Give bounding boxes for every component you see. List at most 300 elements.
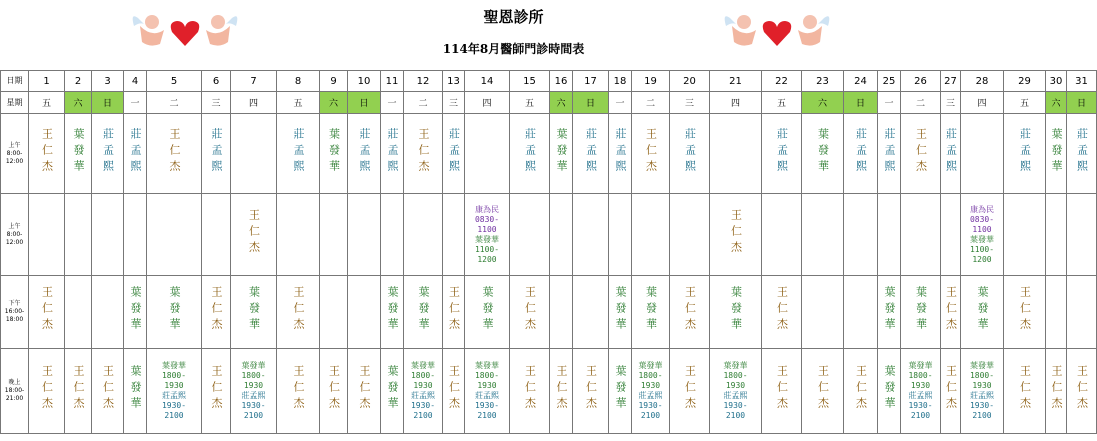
shift-line: 1200 [972, 254, 992, 264]
doctor-name: 王仁杰 [523, 286, 537, 334]
schedule-cell [29, 276, 65, 349]
schedule-cell [381, 114, 404, 194]
date-cell: 1 [29, 71, 65, 92]
shift-line: 1930- [474, 401, 500, 410]
doctor-name: 王仁杰 [210, 365, 223, 413]
doctor-name: 王仁杰 [40, 365, 54, 413]
shift-line: 2100 [910, 411, 931, 420]
shift-line: 1930- [161, 401, 187, 410]
weekday-cell: 二 [147, 92, 202, 114]
weekday-cell: 三 [202, 92, 231, 114]
schedule-cell [762, 349, 802, 434]
schedule-cell [878, 276, 901, 349]
schedule-cell [443, 194, 465, 276]
doctor-name: 葉發華 [72, 127, 85, 176]
schedule-cell [844, 114, 878, 194]
shift-line: 1800- [638, 371, 663, 380]
schedule-cell [92, 276, 124, 349]
shift-line: 1930- [723, 401, 748, 410]
doctor-name: 王仁杰 [1018, 365, 1032, 413]
doctor-name: 王仁杰 [72, 365, 85, 413]
shift-line: 葉發華 [162, 361, 186, 370]
schedule-cell [124, 276, 147, 349]
shift-line: 莊孟熙 [723, 391, 748, 400]
doctor-name: 王仁杰 [683, 286, 697, 334]
weekday-cell: 五 [762, 92, 802, 114]
schedule-cell [29, 114, 65, 194]
schedule-cell [65, 114, 92, 194]
schedule-table [0, 70, 1097, 434]
split-shift-block [710, 361, 761, 421]
doctor-name: 王仁杰 [644, 127, 658, 176]
date-cell: 30 [1046, 71, 1067, 92]
doctor-name: 葉發華 [729, 286, 743, 334]
schedule-cell [65, 276, 92, 349]
date-cell: 6 [202, 71, 231, 92]
weekday-cell: 三 [941, 92, 961, 114]
date-cell: 29 [1004, 71, 1046, 92]
shift-line: 1930 [640, 381, 661, 390]
schedule-cell [465, 114, 510, 194]
doctor-name: 葉發華 [129, 365, 142, 413]
schedule-cell [573, 276, 609, 349]
shift-line: 1930 [164, 381, 184, 390]
doctor-name: 王仁杰 [40, 127, 54, 176]
schedule-cell [632, 194, 670, 276]
morning-label: 上午 8:00- 12:00 [1, 114, 29, 194]
doctor-name: 王仁杰 [247, 208, 261, 257]
schedule-cell [465, 194, 510, 276]
schedule-cell [1004, 276, 1046, 349]
shift-line: 莊孟熙 [162, 391, 186, 400]
schedule-cell [404, 194, 443, 276]
shift-line: 0830- [474, 214, 500, 224]
date-cell: 12 [404, 71, 443, 92]
split-shift-block [465, 205, 509, 265]
morning2-row [1, 194, 1097, 276]
date-cell: 22 [762, 71, 802, 92]
date-cell: 3 [92, 71, 124, 92]
weekday-cell: 六 [802, 92, 844, 114]
schedule-cell [320, 194, 348, 276]
shift-line: 莊孟熙 [908, 391, 933, 400]
schedule-cell [802, 349, 844, 434]
schedule-cell [550, 276, 573, 349]
doctor-name: 葉發華 [644, 286, 658, 334]
weekday-row [1, 92, 1097, 114]
schedule-cell [65, 349, 92, 434]
schedule-cell [550, 349, 573, 434]
weekday-cell: 五 [277, 92, 320, 114]
shift-line: 1930- [638, 401, 663, 410]
schedule-cell [231, 194, 277, 276]
schedule-cell [443, 114, 465, 194]
schedule-cell [941, 349, 961, 434]
morning-row [1, 114, 1097, 194]
weekday-cell: 日 [573, 92, 609, 114]
date-cell: 27 [941, 71, 961, 92]
doctor-name: 王仁杰 [358, 365, 371, 413]
shift-line: 葉發華 [908, 361, 933, 370]
doctor-name: 莊孟熙 [584, 127, 598, 176]
doctor-name: 王仁杰 [523, 365, 537, 413]
schedule-title: 114年8月醫師門診時間表 [442, 42, 585, 56]
split-shift-block [147, 361, 201, 421]
schedule-cell [573, 114, 609, 194]
doctor-name: 王仁杰 [447, 286, 461, 334]
split-shift-block [404, 361, 442, 421]
shift-line: 2100 [640, 411, 661, 420]
date-cell: 8 [277, 71, 320, 92]
doctor-name: 莊孟熙 [683, 127, 697, 176]
weekday-cell: 六 [320, 92, 348, 114]
shift-line: 2100 [972, 411, 992, 420]
shift-line: 葉發華 [411, 361, 435, 370]
schedule-cell [404, 276, 443, 349]
schedule-cell [844, 349, 878, 434]
doctor-name: 葉發華 [481, 286, 494, 334]
weekday-cell: 二 [404, 92, 443, 114]
schedule-cell [609, 276, 632, 349]
doctor-name: 莊孟熙 [386, 127, 399, 176]
doctor-name: 葉發華 [555, 127, 568, 176]
schedule-cell [231, 349, 277, 434]
doctor-name: 葉發華 [129, 286, 142, 334]
doctor-name: 莊孟熙 [1018, 127, 1032, 176]
schedule-cell [961, 194, 1004, 276]
weekday-cell: 三 [443, 92, 465, 114]
schedule-cell [1004, 194, 1046, 276]
weekday-cell: 一 [878, 92, 901, 114]
weekday-cell: 五 [1004, 92, 1046, 114]
date-cell: 10 [348, 71, 381, 92]
doctor-name: 王仁杰 [944, 286, 958, 334]
schedule-cell [1004, 114, 1046, 194]
doctor-name: 葉發華 [976, 286, 989, 334]
doctor-name: 王仁杰 [584, 365, 598, 413]
schedule-cell [670, 276, 710, 349]
schedule-cell [901, 114, 941, 194]
doctor-name: 王仁杰 [292, 286, 305, 334]
date-cell: 9 [320, 71, 348, 92]
schedule-cell [878, 349, 901, 434]
shift-line: 2100 [164, 411, 184, 420]
schedule-cell [1067, 349, 1097, 434]
weekday-cell: 六 [65, 92, 92, 114]
doctor-name: 王仁杰 [417, 127, 430, 176]
weekday-label: 星期 [1, 92, 29, 114]
afternoon-row [1, 276, 1097, 349]
schedule-cell [901, 194, 941, 276]
shift-line: 1100- [969, 244, 995, 254]
schedule-cell [802, 114, 844, 194]
schedule-cell [844, 276, 878, 349]
shift-line: 1800- [474, 371, 500, 380]
shift-line: 1800- [969, 371, 995, 380]
schedule-cell [510, 276, 550, 349]
weekday-cell: 六 [1046, 92, 1067, 114]
doctor-name: 莊孟熙 [210, 127, 223, 176]
weekday-cell: 四 [231, 92, 277, 114]
doctor-name: 葉發華 [614, 365, 627, 413]
schedule-cell [202, 276, 231, 349]
shift-line: 1930- [241, 401, 266, 410]
doctor-name: 莊孟熙 [447, 127, 461, 176]
schedule-cell [609, 349, 632, 434]
split-shift-block [632, 361, 669, 421]
schedule-cell [762, 114, 802, 194]
schedule-cell [443, 349, 465, 434]
shift-line: 莊孟熙 [970, 391, 994, 400]
schedule-cell [124, 114, 147, 194]
shift-line: 葉發華 [638, 361, 663, 370]
schedule-cell [1067, 276, 1097, 349]
evening-label: 晚上 18:00- 21:00 [1, 349, 29, 434]
date-cell: 17 [573, 71, 609, 92]
schedule-cell [941, 276, 961, 349]
schedule-cell [609, 114, 632, 194]
schedule-cell [348, 276, 381, 349]
date-cell: 25 [878, 71, 901, 92]
schedule-cell [609, 194, 632, 276]
doctor-name: 葉發華 [417, 286, 430, 334]
evening-row [1, 349, 1097, 434]
weekday-cell: 二 [632, 92, 670, 114]
doctor-name: 王仁杰 [292, 365, 305, 413]
shift-line: 康為民 [475, 204, 499, 214]
weekday-cell: 日 [348, 92, 381, 114]
doctor-name: 莊孟熙 [775, 127, 789, 176]
split-shift-block [961, 361, 1003, 421]
weekday-cell: 一 [381, 92, 404, 114]
schedule-cell [65, 194, 92, 276]
weekday-cell: 六 [550, 92, 573, 114]
doctor-name: 莊孟熙 [1075, 127, 1089, 176]
weekday-cell: 日 [92, 92, 124, 114]
doctor-name: 王仁杰 [555, 365, 568, 413]
doctor-name: 葉發華 [1050, 127, 1063, 176]
schedule-cell [901, 349, 941, 434]
shift-line: 康為民 [970, 204, 994, 214]
schedule-cell [1046, 194, 1067, 276]
shift-line: 1800- [908, 371, 933, 380]
schedule-cell [320, 349, 348, 434]
schedule-cell [762, 276, 802, 349]
schedule-cell [202, 114, 231, 194]
doctor-name: 葉發華 [614, 286, 627, 334]
doctor-name: 莊孟熙 [854, 127, 868, 176]
weekday-cell: 二 [901, 92, 941, 114]
date-cell: 4 [124, 71, 147, 92]
shift-line: 1930 [243, 381, 264, 390]
schedule-cell [878, 114, 901, 194]
doctor-name: 葉發華 [386, 365, 399, 413]
doctor-name: 王仁杰 [854, 365, 868, 413]
shift-line: 葉發華 [475, 361, 499, 370]
shift-line: 1930 [972, 381, 992, 390]
doctor-name: 王仁杰 [447, 365, 461, 413]
doctor-name: 葉發華 [168, 286, 181, 334]
split-shift-block [465, 361, 509, 421]
split-shift-block [901, 361, 940, 421]
schedule-cell [961, 276, 1004, 349]
shift-line: 2100 [413, 411, 433, 420]
shift-line: 1930- [908, 401, 933, 410]
shift-line: 1800- [410, 371, 436, 380]
doctor-name: 莊孟熙 [358, 127, 371, 176]
doctor-name: 王仁杰 [775, 286, 789, 334]
doctor-name: 葉發華 [816, 127, 830, 176]
shift-line: 1800- [241, 371, 266, 380]
weekday-cell: 四 [465, 92, 510, 114]
schedule-cell [632, 276, 670, 349]
afternoon-label: 下午 16:00- 18:00 [1, 276, 29, 349]
clinic-name: 聖恩診所 [483, 8, 544, 26]
date-cell: 19 [632, 71, 670, 92]
schedule-cell [710, 276, 762, 349]
cupid-heart-icon [130, 8, 240, 52]
doctor-name: 莊孟熙 [614, 127, 627, 176]
doctor-name: 王仁杰 [1018, 286, 1032, 334]
weekday-cell: 五 [29, 92, 65, 114]
weekday-cell: 五 [510, 92, 550, 114]
schedule-cell [710, 349, 762, 434]
doctor-name: 葉發華 [327, 127, 341, 176]
doctor-name: 莊孟熙 [129, 127, 142, 176]
doctor-name: 莊孟熙 [523, 127, 537, 176]
schedule-cell [632, 114, 670, 194]
schedule-cell [29, 349, 65, 434]
schedule-cell [510, 114, 550, 194]
shift-line: 1930- [969, 401, 995, 410]
schedule-cell [1067, 114, 1097, 194]
date-cell: 11 [381, 71, 404, 92]
doctor-name: 莊孟熙 [944, 127, 958, 176]
shift-line: 1930 [477, 381, 497, 390]
doctor-name: 葉發華 [386, 286, 399, 334]
schedule-cell [710, 194, 762, 276]
schedule-cell [670, 349, 710, 434]
schedule-cell [550, 194, 573, 276]
date-row [1, 71, 1097, 92]
schedule-cell [802, 194, 844, 276]
schedule-cell [844, 194, 878, 276]
schedule-cell [510, 194, 550, 276]
schedule-cell [1046, 114, 1067, 194]
shift-line: 1930 [725, 381, 746, 390]
date-cell: 18 [609, 71, 632, 92]
schedule-cell [92, 194, 124, 276]
schedule-cell [802, 276, 844, 349]
schedule-cell [510, 349, 550, 434]
shift-line: 2100 [725, 411, 746, 420]
doctor-name: 王仁杰 [327, 365, 341, 413]
schedule-cell [320, 276, 348, 349]
doctor-name: 莊孟熙 [101, 127, 115, 176]
shift-line: 2100 [477, 411, 497, 420]
shift-line: 1100- [474, 244, 500, 254]
schedule-cell [901, 276, 941, 349]
weekday-cell: 一 [609, 92, 632, 114]
shift-line: 1200 [477, 254, 497, 264]
weekday-cell: 一 [124, 92, 147, 114]
doctor-name: 王仁杰 [210, 286, 223, 334]
schedule-cell [1067, 194, 1097, 276]
shift-line: 1800- [161, 371, 187, 380]
doctor-name: 王仁杰 [1075, 365, 1089, 413]
doctor-name: 王仁杰 [775, 365, 789, 413]
schedule-cell [670, 194, 710, 276]
shift-line: 1930 [910, 381, 931, 390]
schedule-cell [277, 194, 320, 276]
date-cell: 13 [443, 71, 465, 92]
schedule-cell [381, 276, 404, 349]
date-cell: 14 [465, 71, 510, 92]
schedule-cell [465, 349, 510, 434]
shift-line: 1100 [477, 224, 497, 234]
schedule-cell [632, 349, 670, 434]
schedule-cell [231, 276, 277, 349]
schedule-cell [961, 114, 1004, 194]
doctor-name: 王仁杰 [1050, 365, 1063, 413]
split-shift-block [231, 361, 276, 421]
shift-line: 2100 [243, 411, 264, 420]
doctor-name: 王仁杰 [168, 127, 181, 176]
schedule-cell [1046, 349, 1067, 434]
shift-line: 0830- [969, 214, 995, 224]
schedule-cell [404, 114, 443, 194]
date-cell: 31 [1067, 71, 1097, 92]
shift-line: 葉發華 [241, 361, 266, 370]
doctor-name: 王仁杰 [101, 365, 115, 413]
doctor-name: 葉發華 [883, 286, 896, 334]
shift-line: 1930- [410, 401, 436, 410]
schedule-cell [147, 276, 202, 349]
morning2-label: 上午 8:00- 12:00 [1, 194, 29, 276]
schedule-cell [124, 349, 147, 434]
schedule-cell [670, 114, 710, 194]
shift-line: 莊孟熙 [411, 391, 435, 400]
schedule-cell [147, 114, 202, 194]
shift-line: 1800- [723, 371, 748, 380]
date-cell: 26 [901, 71, 941, 92]
shift-line: 葉發華 [970, 361, 994, 370]
schedule-cell [941, 114, 961, 194]
schedule-cell [465, 276, 510, 349]
schedule-cell [277, 349, 320, 434]
schedule-cell [202, 194, 231, 276]
date-cell: 28 [961, 71, 1004, 92]
schedule-cell [381, 194, 404, 276]
date-cell: 5 [147, 71, 202, 92]
schedule-cell [550, 114, 573, 194]
date-cell: 20 [670, 71, 710, 92]
split-shift-block [961, 205, 1003, 265]
date-cell: 2 [65, 71, 92, 92]
doctor-name: 王仁杰 [40, 286, 54, 334]
doctor-name: 莊孟熙 [292, 127, 305, 176]
schedule-cell [277, 276, 320, 349]
doctor-name: 王仁杰 [914, 127, 928, 176]
weekday-cell: 日 [844, 92, 878, 114]
doctor-name: 莊孟熙 [883, 127, 896, 176]
date-label: 日期 [1, 71, 29, 92]
shift-line: 莊孟熙 [475, 391, 499, 400]
schedule-cell [573, 194, 609, 276]
schedule-cell [348, 114, 381, 194]
weekday-cell: 四 [710, 92, 762, 114]
schedule-cell [878, 194, 901, 276]
